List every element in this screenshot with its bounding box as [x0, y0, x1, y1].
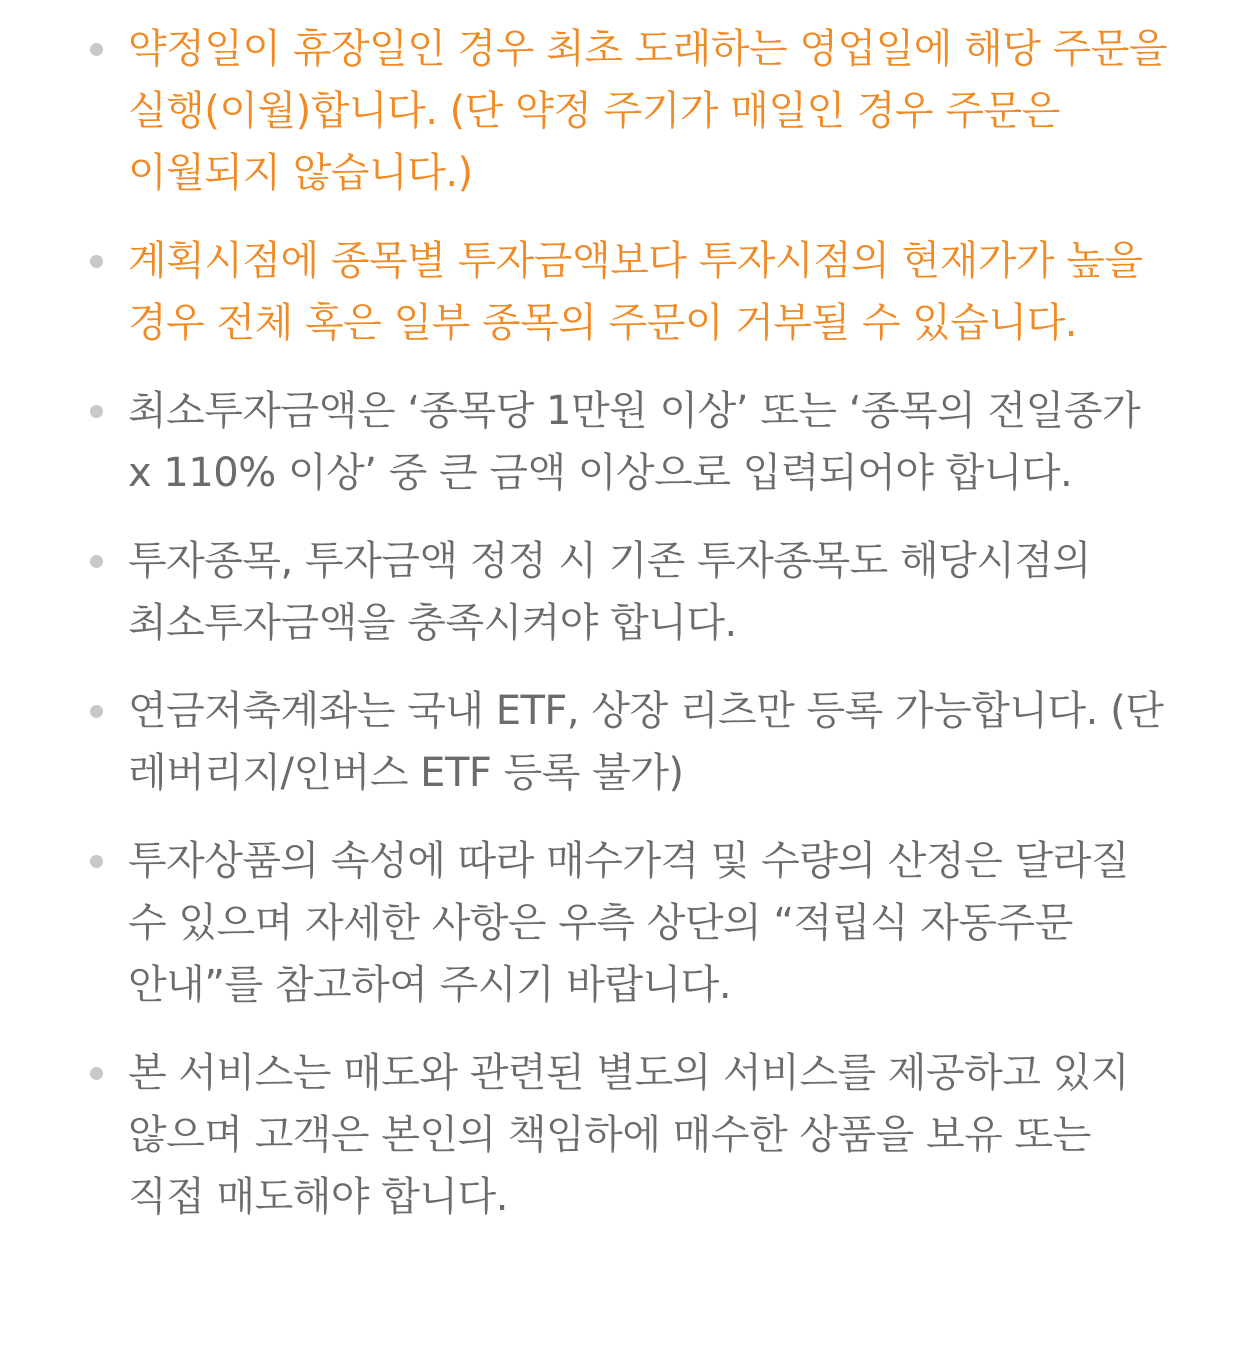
notice-text: 투자상품의 속성에 따라 매수가격 및 수량의 산정은 달라질 수 있으며 자세한 사항은 우측 상단의 “적립식 자동주문 안내”를 참고하여 주시기 바랍니다.	[128, 838, 1129, 1008]
bullet-icon	[90, 705, 103, 718]
notice-item-holiday	[90, 18, 1172, 204]
bullet-icon	[90, 255, 103, 268]
notice-text: 약정일이 휴장일인 경우 최초 도래하는 영업일에 해당 주문을 실행(이월)합니다. (단 약정 주기가 매일인 경우 주문은 이월되지 않습니다.)	[128, 26, 1168, 196]
notice-item-minimum-amount	[90, 380, 1172, 504]
bullet-icon	[90, 855, 103, 868]
notice-text: 투자종목, 투자금액 정정 시 기존 투자종목도 해당시점의 최소투자금액을 충족시켜야 합니다.	[128, 538, 1091, 646]
notice-text: 최소투자금액은 ‘종목당 1만원 이상’ 또는 ‘종목의 전일종가 x 110% 이상’ 중 큰 금액 이상으로 입력되어야 합니다.	[128, 388, 1141, 496]
notice-item-order-rejection	[90, 230, 1172, 354]
notice-item-pension-account	[90, 680, 1172, 804]
notice-text: 계획시점에 종목별 투자금액보다 투자시점의 현재가가 높을 경우 전체 혹은 일부 종목의 주문이 거부될 수 있습니다.	[128, 238, 1143, 346]
notice-item-sell-service	[90, 1042, 1172, 1228]
bullet-icon	[90, 1067, 103, 1080]
notice-item-modification	[90, 530, 1172, 654]
bullet-icon	[90, 555, 103, 568]
notice-text: 연금저축계좌는 국내 ETF, 상장 리츠만 등록 가능합니다. (단 레버리지/인버스 ETF 등록 불가)	[128, 688, 1164, 796]
bullet-icon	[90, 43, 103, 56]
notice-text: 본 서비스는 매도와 관련된 별도의 서비스를 제공하고 있지 않으며 고객은 본인의 책임하에 매수한 상품을 보유 또는 직접 매도해야 합니다.	[128, 1050, 1129, 1220]
bullet-icon	[90, 405, 103, 418]
notice-item-price-quantity	[90, 830, 1172, 1016]
